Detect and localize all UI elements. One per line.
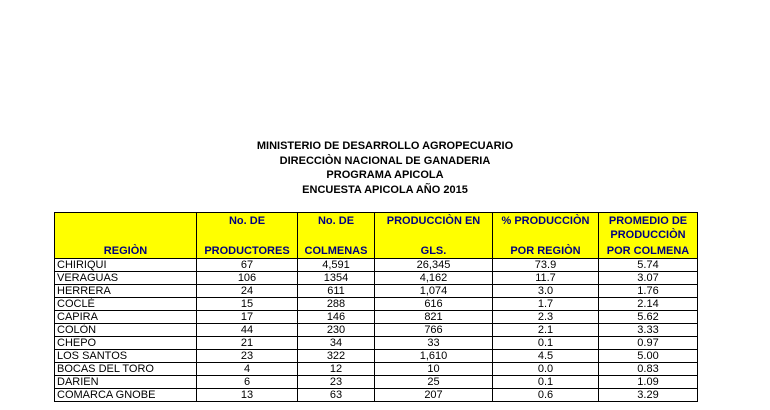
table-row [55,389,698,402]
percent-cell: 4.5 [493,350,599,363]
producers-cell: 17 [197,311,298,324]
producers-cell: 15 [197,298,298,311]
hives-cell: 12 [298,363,375,376]
region-cell: VERAGUAS [55,272,197,285]
percent-cell: 0.0 [493,363,599,376]
production-cell: 1,610 [375,350,493,363]
percent-cell: 1.7 [493,298,599,311]
producers-cell: 106 [197,272,298,285]
production-cell: 821 [375,311,493,324]
program-title: PROGRAMA APICOLA [326,169,444,182]
average-cell: 3.07 [599,272,698,285]
percent-cell: 2.3 [493,311,599,324]
document-heading [0,139,770,197]
directorate-title: DIRECCIÒN NACIONAL DE GANADERIA [279,154,491,167]
average-cell: 3.33 [599,324,698,337]
percent-cell: 73.9 [493,259,599,272]
average-cell: 1.76 [599,285,698,298]
production-cell: 26,345 [375,259,493,272]
producers-cell: 4 [197,363,298,376]
average-cell: 5.62 [599,311,698,324]
production-cell: 33 [375,337,493,350]
producers-cell: 13 [197,389,298,402]
average-cell: 5.00 [599,350,698,363]
column-header-producers: No. DE PRODUCTORES [197,213,298,259]
table-row [55,285,698,298]
producers-cell: 24 [197,285,298,298]
survey-title: ENCUESTA APICOLA AÑO 2015 [302,183,468,196]
production-cell: 616 [375,298,493,311]
production-cell: 207 [375,389,493,402]
table-row [55,376,698,389]
producers-cell: 21 [197,337,298,350]
hives-cell: 288 [298,298,375,311]
table-row [55,259,698,272]
hives-cell: 1354 [298,272,375,285]
hives-cell: 322 [298,350,375,363]
producers-cell: 6 [197,376,298,389]
region-cell: CAPIRA [55,311,197,324]
region-cell: DARIEN [55,376,197,389]
table-row [55,272,698,285]
region-cell: HERRERA [55,285,197,298]
hives-cell: 23 [298,376,375,389]
region-cell: LOS SANTOS [55,350,197,363]
average-cell: 3.29 [599,389,698,402]
region-cell: COCLÈ [55,298,197,311]
percent-cell: 0.1 [493,337,599,350]
column-header-region: REGIÒN [55,213,197,259]
table-row [55,311,698,324]
table-row [55,350,698,363]
producers-cell: 44 [197,324,298,337]
region-cell: BOCAS DEL TORO [55,363,197,376]
production-cell: 25 [375,376,493,389]
percent-cell: 0.1 [493,376,599,389]
column-header-production-percent: % PRODUCCIÒN POR REGIÒN [493,213,599,259]
percent-cell: 3.0 [493,285,599,298]
column-header-hives: No. DE COLMENAS [298,213,375,259]
production-cell: 4,162 [375,272,493,285]
ministry-title: MINISTERIO DE DESARROLLO AGROPECUARIO [256,140,514,152]
region-cell: CHIRIQUI [55,259,197,272]
region-cell: CHEPO [55,337,197,350]
producers-cell: 23 [197,350,298,363]
hives-cell: 4,591 [298,259,375,272]
percent-cell: 2.1 [493,324,599,337]
table-row [55,337,698,350]
region-cell: COLÒN [55,324,197,337]
production-cell: 1,074 [375,285,493,298]
average-cell: 2.14 [599,298,698,311]
apiculture-survey-table [54,212,698,402]
average-cell: 0.83 [599,363,698,376]
percent-cell: 11.7 [493,272,599,285]
average-cell: 1.09 [599,376,698,389]
hives-cell: 63 [298,389,375,402]
hives-cell: 34 [298,337,375,350]
average-cell: 0.97 [599,337,698,350]
table-row [55,363,698,376]
production-cell: 766 [375,324,493,337]
hives-cell: 611 [298,285,375,298]
table-row [55,298,698,311]
table-header-row [55,213,698,259]
column-header-production-gallons: PRODUCCIÒN EN GLS. [375,213,493,259]
column-header-average-per-hive: PROMEDIO DE PRODUCCIÒN POR COLMENA [599,213,698,259]
region-cell: COMARCA GNOBE [55,389,197,402]
table-body [55,259,698,402]
production-cell: 10 [375,363,493,376]
table-row [55,324,698,337]
producers-cell: 67 [197,259,298,272]
percent-cell: 0.6 [493,389,599,402]
hives-cell: 146 [298,311,375,324]
average-cell: 5.74 [599,259,698,272]
hives-cell: 230 [298,324,375,337]
